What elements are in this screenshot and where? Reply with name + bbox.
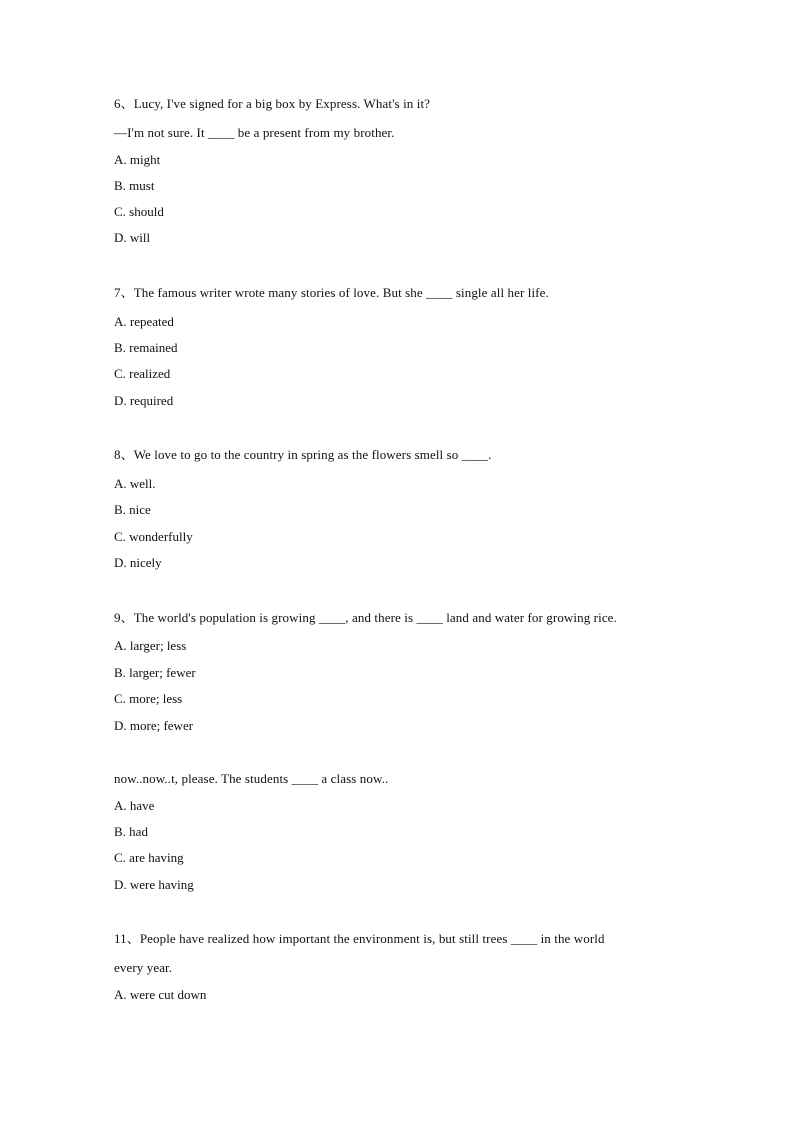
question-9-stem-line-1: 9、The world's population is growing ____, and there is ____ land and water for growing rice. <box>114 610 617 625</box>
question-10-stem-line-1: now..now..t, please. The students ____ a class now.. <box>114 771 389 786</box>
question-7-option-a: A. repeated <box>114 314 174 329</box>
question-10-option-c: C. are having <box>114 850 184 865</box>
question-6-option-b: B. must <box>114 178 155 193</box>
question-6-option-c: C. should <box>114 204 164 219</box>
question-11-stem-line-2: every year. <box>114 960 173 975</box>
question-7-option-c: C. realized <box>114 366 171 381</box>
question-8-stem-line-1: 8、We love to go to the country in spring as the flowers smell so ____. <box>114 447 492 462</box>
question-6-option-d: D. will <box>114 230 151 245</box>
question-8-option-c: C. wonderfully <box>114 529 193 544</box>
question-6-option-a: A. might <box>114 152 161 167</box>
question-10-option-b: B. had <box>114 824 148 839</box>
question-7-option-b: B. remained <box>114 340 178 355</box>
question-11-stem-line-1: 11、People have realized how important the environment is, but still trees ____ in the world <box>114 931 605 946</box>
question-8-option-d: D. nicely <box>114 555 162 570</box>
question-9-option-d: D. more; fewer <box>114 718 194 733</box>
question-7-stem-line-1: 7、The famous writer wrote many stories of love. But she ____ single all her life. <box>114 285 549 300</box>
question-6-stem-line-1: 6、Lucy, I've signed for a big box by Express. What's in it? <box>114 96 431 111</box>
question-8-option-b: B. nice <box>114 502 151 517</box>
question-10-option-a: A. have <box>114 798 155 813</box>
question-8-option-a: A. well. <box>114 476 156 491</box>
question-9-option-c: C. more; less <box>114 691 183 706</box>
question-9-option-a: A. larger; less <box>114 638 187 653</box>
question-10-option-d: D. were having <box>114 877 194 892</box>
question-9-option-b: B. larger; fewer <box>114 665 196 680</box>
question-11-option-a: A. were cut down <box>114 987 207 1002</box>
question-7-option-d: D. required <box>114 393 174 408</box>
question-6-stem-line-2: —I'm not sure. It ____ be a present from my brother. <box>114 125 395 140</box>
